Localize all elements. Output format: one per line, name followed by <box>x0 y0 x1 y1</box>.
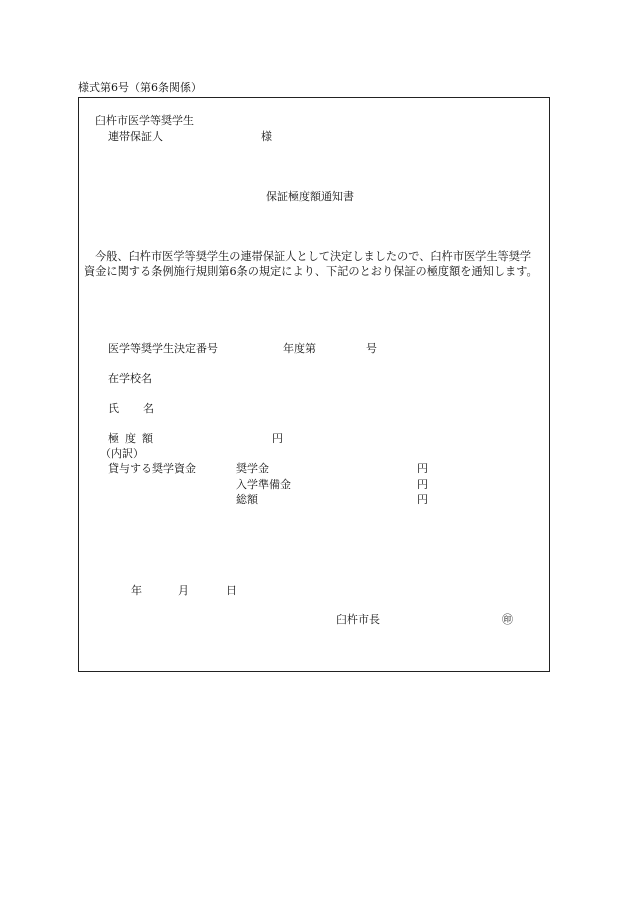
date-day: 日 <box>226 584 237 597</box>
item-enrollment-prep-label: 入学準備金 <box>236 478 291 491</box>
form-number-header: 様式第6号（第6条関係） <box>78 81 202 94</box>
decision-year-label: 年度第 <box>283 342 316 355</box>
item-total-label: 総額 <box>236 493 258 506</box>
name-label-second-char: 名 <box>143 402 154 415</box>
document-title: 保証極度額通知書 <box>266 190 354 203</box>
loan-funds-label: 貸与する奨学資金 <box>108 462 196 475</box>
limit-label-char-3: 額 <box>142 432 153 445</box>
item-enrollment-prep-unit: 円 <box>417 478 428 491</box>
limit-label-char-2: 度 <box>125 432 136 445</box>
date-year: 年 <box>131 584 142 597</box>
item-scholarship-label: 奨学金 <box>236 462 269 475</box>
breakdown-label: （内訳） <box>100 447 144 460</box>
body-line-1: 今般、臼杵市医学等奨学生の連帯保証人として決定しましたので、臼杵市医学生等奨学 <box>95 250 532 263</box>
decision-number-label: 医学等奨学生決定番号 <box>108 342 218 355</box>
date-month: 月 <box>178 584 189 597</box>
limit-label-char-1: 極 <box>108 432 119 445</box>
item-total-unit: 円 <box>417 493 428 506</box>
addressee-line-1: 臼杵市医学等奨学生 <box>95 114 194 127</box>
body-line-2: 資金に関する条例施行規則第6条の規定により、下記のとおり保証の極度額を通知します。 <box>84 265 538 278</box>
decision-number-suffix: 号 <box>366 342 377 355</box>
item-scholarship-unit: 円 <box>417 462 428 475</box>
name-label-first-char: 氏 <box>108 402 119 415</box>
limit-yen-unit: 円 <box>272 432 283 445</box>
school-label: 在学校名 <box>108 372 152 385</box>
seal-mark: ㊞ <box>502 613 513 626</box>
addressee-guarantor-label: 連帯保証人 <box>108 130 163 143</box>
addressee-honorific: 様 <box>261 130 272 143</box>
issuer-mayor: 臼杵市長 <box>336 613 380 626</box>
